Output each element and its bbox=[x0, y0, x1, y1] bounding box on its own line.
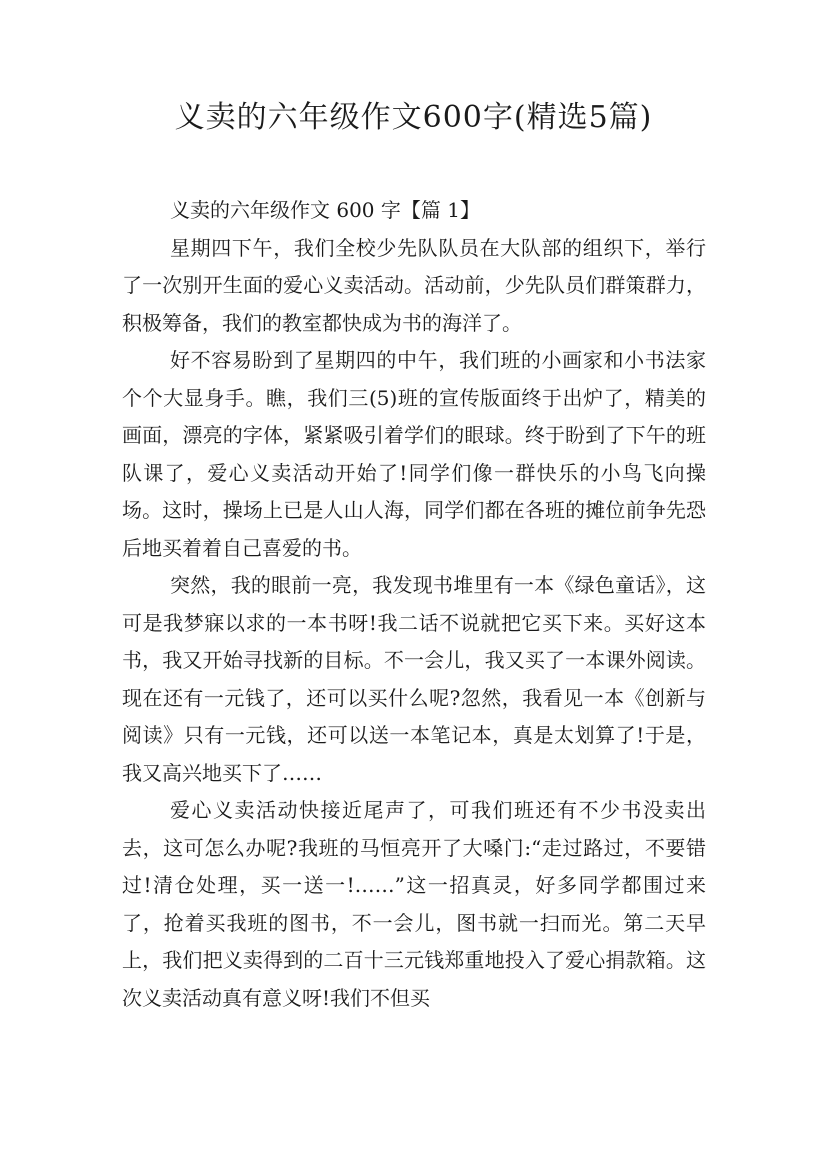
paragraph-4: 爱心义卖活动快接近尾声了，可我们班还有不少书没卖出去，这可怎么办呢?我班的马恒亮开了大嗓门:“走过路过，不要错过!清仓处理，买一送一!……”这一招真灵，好多同学都围过来了，抢着买我班的图书，不一会儿，图书就一扫而光。第二天早上，我们把义卖得到的二百十三元钱郑重地投入了爱心捐款箱。这次义卖活动真有意义呀!我们不但买 bbox=[122, 798, 706, 1010]
section-heading: 义卖的六年级作文 600 字【篇 1】 bbox=[170, 198, 480, 222]
paragraph-1: 星期四下午，我们全校少先队队员在大队部的组织下，举行了一次别开生面的爱心义卖活动。活动前，少先队员们群策群力，积极筹备，我们的教室都快成为书的海洋了。 bbox=[122, 235, 706, 335]
document-title: 义卖的六年级作文600字(精选5篇) bbox=[174, 100, 653, 135]
paragraph-3: 突然，我的眼前一亮，我发现书堆里有一本《绿色童话》，这可是我梦寐以求的一本书呀!我二话不说就把它买下来。买好这本书，我又开始寻找新的目标。不一会儿，我又买了一本课外阅读。现在还有一元钱了，还可以买什么呢?忽然，我看见一本《创新与阅读》只有一元钱，还可以送一本笔记本，真是太划算了!于是，我又高兴地买下了…… bbox=[122, 573, 706, 785]
article-body bbox=[122, 192, 706, 1017]
paragraph-2: 好不容易盼到了星期四的中午，我们班的小画家和小书法家个个大显身手。瞧，我们三(5)班的宣传版面终于出炉了，精美的画面，漂亮的字体，紧紧吸引着学们的眼球。终于盼到了下午的班队课了，爱心义卖活动开始了!同学们像一群快乐的小鸟飞向操场。这时，操场上已是人山人海，同学们都在各班的摊位前争先恐后地买着着自己喜爱的书。 bbox=[122, 348, 706, 560]
